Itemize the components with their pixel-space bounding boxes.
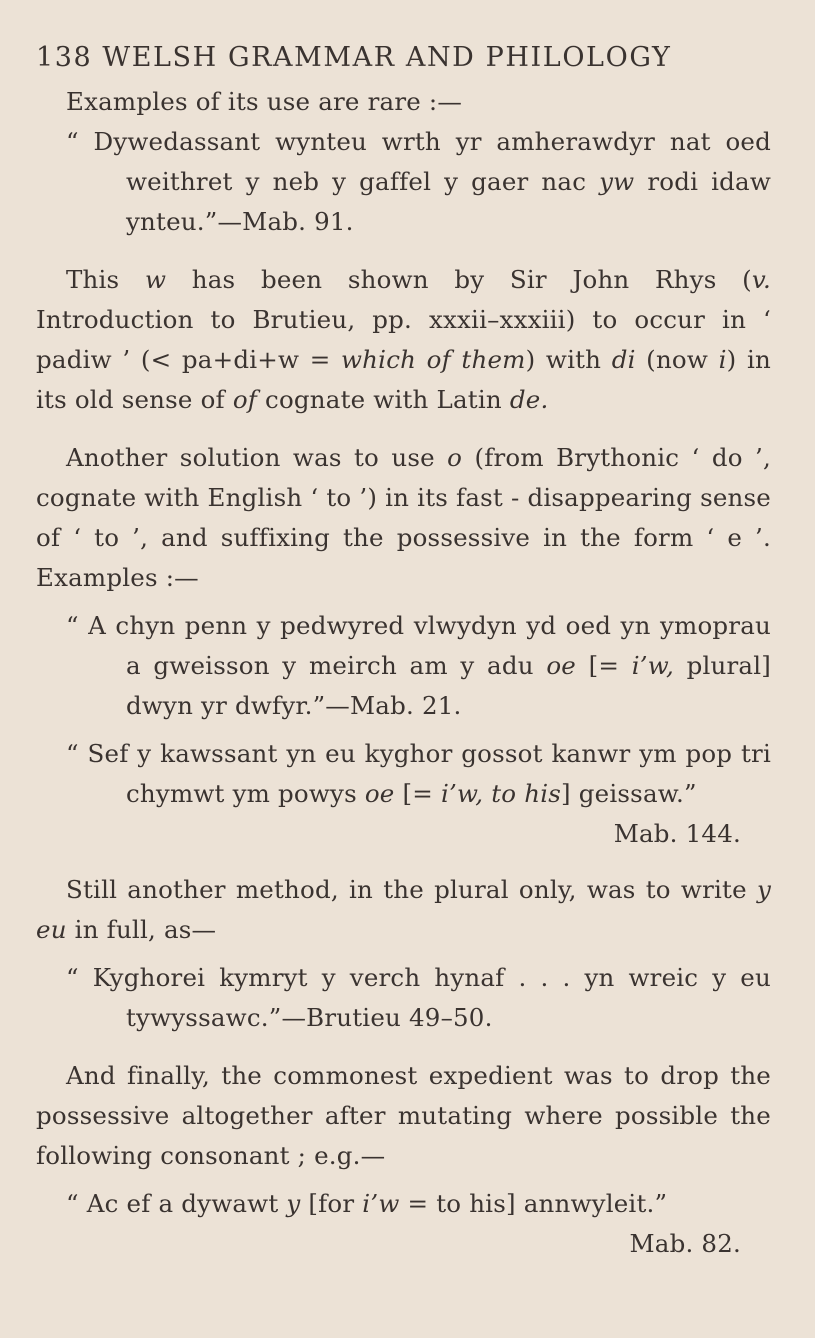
- paragraph-another-solution: Another solution was to use o (from Brythonic ‘ do ’, cognate with English ‘ to ’) in its fast - disappearing sense of ‘ to ’, and suffixing the possessive in the form ‘ e ’. Examples :—: [36, 443, 772, 592]
- quote-dywedassant: “ Dywedassant wynteu wrth yr amherawdyr nat oed weithret y neb y gaffel y gaer nac yw rodi idaw ynteu.”—Mab. 91.: [66, 127, 771, 236]
- quote-ac-ef: “ Ac ef a dywawt y [for i’w = to his] annwyleit.”: [66, 1189, 668, 1218]
- paragraph-finally: And finally, the commonest expedient was to drop the possessive altogether after mutating where possible the following consonant ; e.g.—: [36, 1061, 771, 1170]
- running-header: [36, 38, 771, 78]
- paragraph-examples-rare: Examples of its use are rare :—: [66, 87, 463, 116]
- paragraph-still-another: Still another method, in the plural only, was to write y eu in full, as—: [36, 875, 771, 944]
- paragraph-rhys-padiw: This w has been shown by Sir John Rhys (v. Introduction to Brutieu, pp. xxxii–xxxiii) to occur in ‘ padiw ’ (< pa+di+w = which of them) with di (now i) in its old sense of of cognate with Latin de.: [36, 265, 771, 414]
- page-number: 138: [36, 42, 93, 73]
- quote-sef-y-kawssant: “ Sef y kawssant yn eu kyghor gossot kanwr ym pop tri chymwt ym powys oe [= i’w, to his] geissaw.”: [66, 739, 771, 808]
- quote-kyghorei: “ Kyghorei kymryt y verch hynaf . . . yn wreic y eu tywyssawc.”—Brutieu 49–50.: [66, 963, 771, 1032]
- quote-source-mab-144: Mab. 144.: [613, 819, 741, 848]
- quote-source-mab-82: Mab. 82.: [629, 1229, 741, 1258]
- quote-chyn-penn: “ A chyn penn y pedwyred vlwydyn yd oed yn ymoprau a gweisson y meirch am y adu oe [= i’w, plural] dwyn yr dwfyr.”—Mab. 21.: [66, 611, 771, 720]
- running-title: WELSH GRAMMAR AND PHILOLOGY: [102, 42, 672, 73]
